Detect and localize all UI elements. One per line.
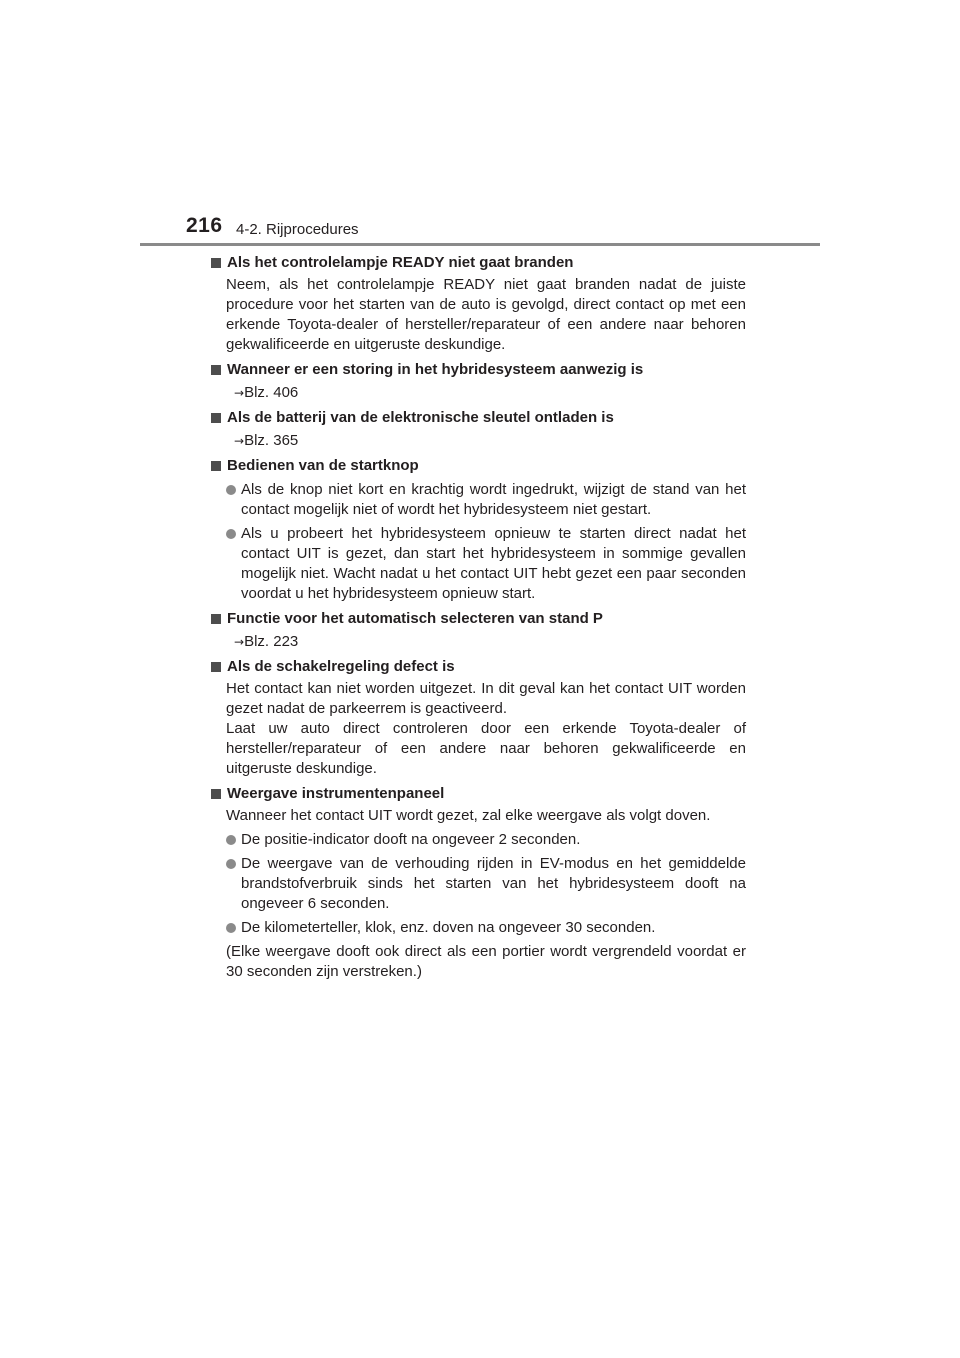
arrow-right-icon: → — [234, 434, 245, 448]
paragraph: Neem, als het controlelampje READY niet gaat branden nadat de juiste procedure voor het starten van de auto is gevolgd, direct contact op met een erkende Toyota-dealer of hersteller/reparateur of een andere naar behoren gekwalificeerde en uitgeruste deskundige. — [226, 276, 746, 353]
arrow-right-icon: → — [234, 386, 245, 400]
section-heading: Weergave instrumentenpaneel — [211, 784, 746, 804]
section-heading: Bedienen van de startknop — [211, 456, 746, 476]
square-bullet-icon — [211, 258, 221, 268]
list-item: Als de knop niet kort en krachtig wordt ingedrukt, wijzigt de stand van het contact mogelijk niet of wordt het hybridesysteem niet gestart. — [226, 480, 746, 520]
page-reference[interactable]: →Blz. 365 — [234, 432, 299, 449]
header-rule — [140, 243, 820, 246]
square-bullet-icon — [211, 662, 221, 672]
list-item: De weergave van de verhouding rijden in EV-modus en het gemiddelde brandstofverbruik sinds het starten van het hybridesysteem dooft na ongeveer 6 seconden. — [226, 854, 746, 914]
square-bullet-icon — [211, 413, 221, 423]
section-key-battery — [211, 408, 746, 451]
paragraph: Wanneer het contact UIT wordt gezet, zal elke weergave als volgt doven. — [226, 807, 711, 824]
round-bullet-icon — [226, 485, 236, 495]
round-bullet-icon — [226, 859, 236, 869]
section-hybrid-fault — [211, 360, 746, 403]
page-content — [211, 253, 746, 987]
section-heading: Functie voor het automatisch selecteren van stand P — [211, 609, 746, 629]
section-heading: Wanneer er een storing in het hybridesysteem aanwezig is — [211, 360, 746, 380]
square-bullet-icon — [211, 365, 221, 375]
round-bullet-icon — [226, 923, 236, 933]
section-start-button — [211, 456, 746, 604]
page-number: 216 — [186, 214, 223, 237]
note-paragraph: (Elke weergave dooft ook direct als een portier wordt vergrendeld voordat er 30 seconden zijn verstreken.) — [226, 943, 746, 980]
round-bullet-icon — [226, 529, 236, 539]
page-reference[interactable]: →Blz. 223 — [234, 633, 299, 650]
list-item: De kilometerteller, klok, enz. doven na ongeveer 30 seconden. — [226, 918, 746, 938]
square-bullet-icon — [211, 461, 221, 471]
section-ready-lamp — [211, 253, 746, 355]
page-reference[interactable]: →Blz. 406 — [234, 384, 299, 401]
section-heading: Als de batterij van de elektronische sleutel ontladen is — [211, 408, 746, 428]
paragraph: Laat uw auto direct controleren door een erkende Toyota-dealer of hersteller/reparateur of een andere naar behoren gekwalificeerde en uitgeruste deskundige. — [226, 720, 746, 777]
list-item: De positie-indicator dooft na ongeveer 2 seconden. — [226, 830, 746, 850]
section-shift-control-defect — [211, 657, 746, 779]
square-bullet-icon — [211, 614, 221, 624]
arrow-right-icon: → — [234, 635, 245, 649]
paragraph: Het contact kan niet worden uitgezet. In dit geval kan het contact UIT worden gezet nadat de parkeerrem is geactiveerd. — [226, 680, 746, 717]
section-heading: Als de schakelregeling defect is — [211, 657, 746, 677]
square-bullet-icon — [211, 789, 221, 799]
section-auto-p — [211, 609, 746, 652]
list-item: Als u probeert het hybridesysteem opnieuw te starten direct nadat het contact UIT is gezet, dan start het hybridesysteem in sommige gevallen mogelijk niet. Wacht nadat u het contact UIT hebt gezet een paar seconden voordat u het hybridesysteem opnieuw start. — [226, 524, 746, 604]
chapter-title: 4-2. Rijprocedures — [236, 221, 359, 238]
round-bullet-icon — [226, 835, 236, 845]
section-heading: Als het controlelampje READY niet gaat branden — [211, 253, 746, 273]
section-instrument-display — [211, 784, 746, 982]
